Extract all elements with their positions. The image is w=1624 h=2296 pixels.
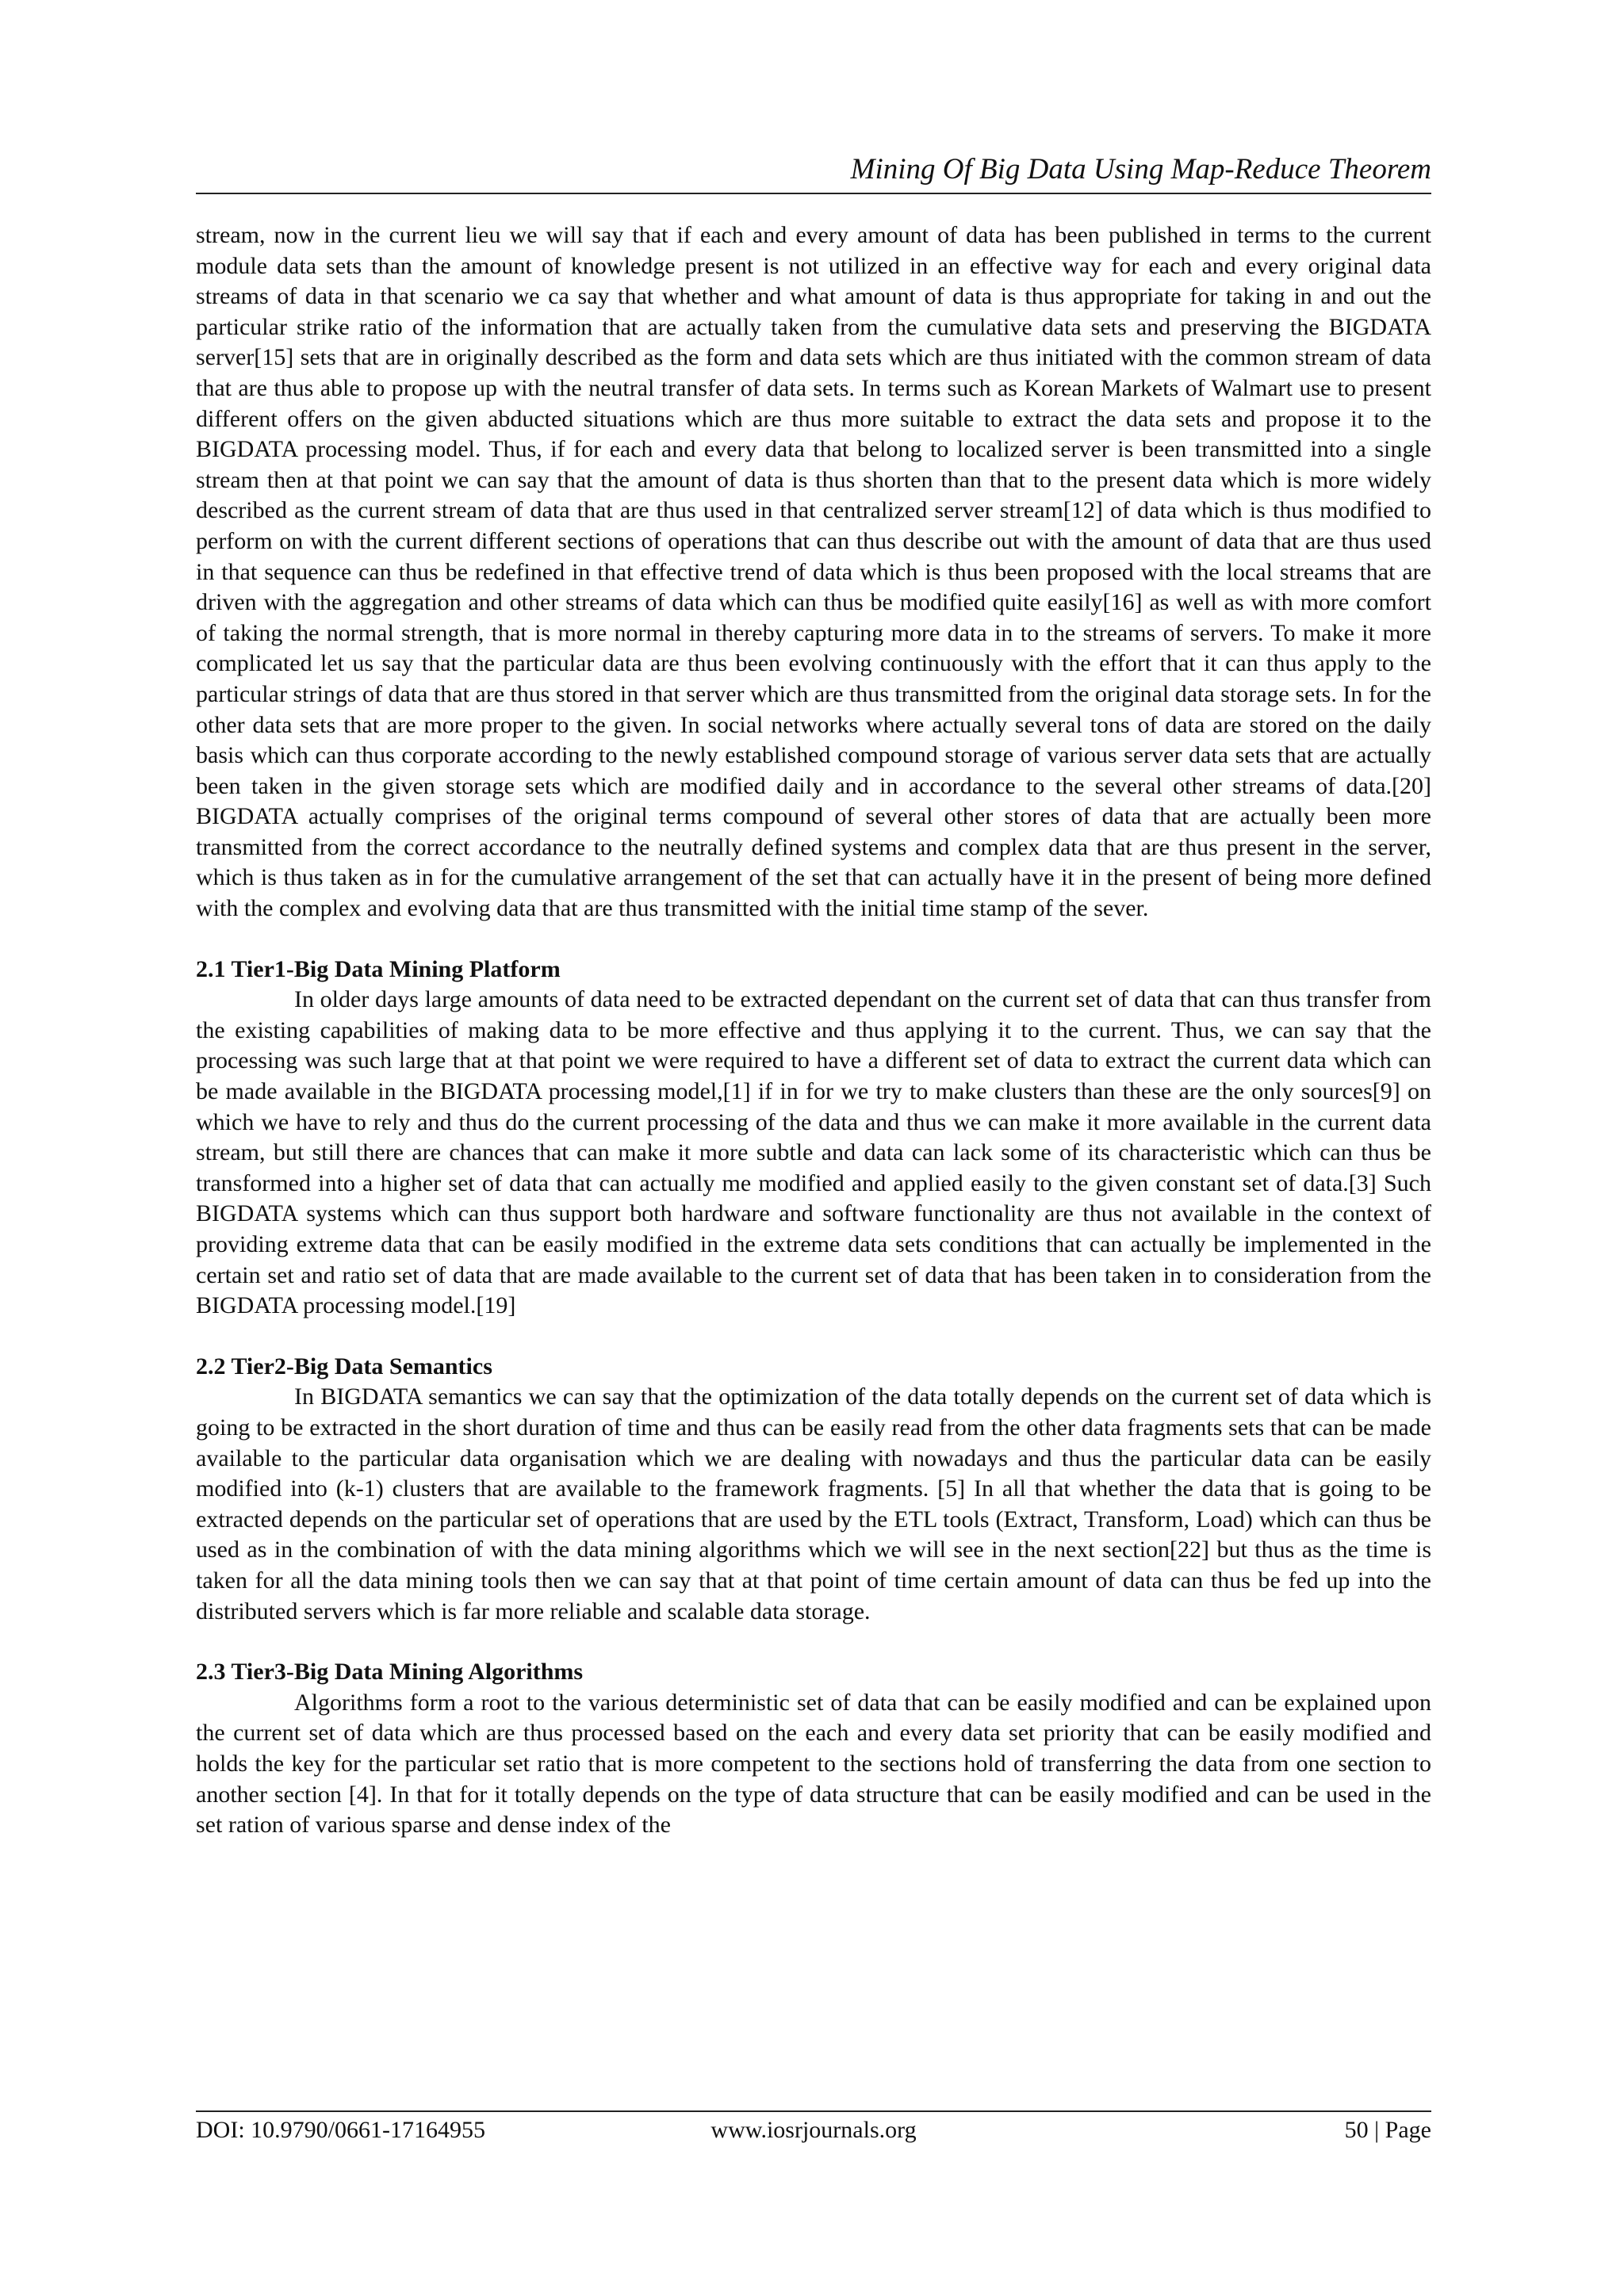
section-paragraph-2-3: Algorithms form a root to the various deterministic set of data that can be easily modified and can be explained upon the current set of data which are thus processed based on the each and every data set priority that can be easily modified and holds the key for the particular set ratio that is more competent to the sections hold of transferring the data from one section to another section [4]. In that for it totally depends on the type of data structure that can be easily modified and can be used in the set ration of various sparse and dense index of the <box>196 1689 1431 1839</box>
section-heading-2-3: 2.3 Tier3-Big Data Mining Algorithms <box>196 1659 584 1686</box>
section-paragraph-2-2: In BIGDATA semantics we can say that the optimization of the data totally depends on the current set of data which is going to be extracted in the short duration of time and thus can be easily read from the other data fragments sets that can be made available to the particular data organisation which we are dealing with nowadays and thus the particular data can be easily modified into (k-1) clusters that are available to the framework fragments. [5] In all that whether the data that is going to be extracted depends on the particular set of operations that are used by the ETL tools (Extract, Transform, Load) which can thus be used as in the combination of with the data mining algorithms which we will see in the next section[22] but thus as the time is taken for all the data mining tools then we can say that at that point of time certain amount of data can thus be fed up into the distributed servers which is far more reliable and scalable data storage. <box>196 1383 1431 1624</box>
section-heading-2-1: 2.1 Tier1-Big Data Mining Platform <box>196 955 561 982</box>
header-divider <box>196 193 1431 194</box>
footer-divider <box>196 2110 1431 2112</box>
footer-page-number: 50 | Page <box>1344 2117 1431 2143</box>
footer-website: www.iosrjournals.org <box>710 2117 917 2143</box>
section-spacer <box>196 924 1431 955</box>
intro-paragraph: stream, now in the current lieu we will say that if each and every amount of data has been published in terms to the current module data sets than the amount of knowledge present is not utilized in an effective way for each and every original data streams of data in that scenario we ca say that whether and what amount of data is thus appropriate for taking in and out the particular strike ratio of the information that are actually taken from the cumulative data sets and preserving the BIGDATA server[15] sets that are in originally described as the form and data sets which are thus initiated with the common stream of data that are thus able to propose up with the neutral transfer of data sets. In terms such as Korean Markets of Walmart use to present different offers on the given abducted situations which are thus more suitable to extract the data sets and propose it to the BIGDATA processing model. Thus, if for each and every data that belong to localized server is been transmitted into a single stream then at that point we can say that the amount of data is thus shorten than that to the present data which is more widely described as the current stream of data that are thus used in that centralized server stream[12] of data which is thus modified to perform on with the current different sections of operations that can thus describe out with the amount of data that are thus used in that sequence can thus be redefined in that effective trend of data which is thus been proposed with the local streams that are driven with the aggregation and other streams of data which can thus be modified quite easily[16] as well as with more comfort of taking the normal strength, that is more normal in thereby capturing more data in to the streams of servers. To make it more complicated let us say that the particular data are thus been evolving continuously with the effort that it can thus apply to the particular strings of data that are thus stored in that server which are thus transmitted from the original data storage sets. In for the other data sets that are more proper to the given. In social networks where actually several tons of data are stored on the daily basis which can thus corporate according to the newly established compound storage of various server data sets that are actually been taken in the given storage sets which are modified daily and in accordance to the several other streams of data.[20] BIGDATA actually comprises of the original terms compound of several other stores of data that are actually been more transmitted from the correct accordance to the neutrally defined systems and complex data that are thus present in the server, which is thus taken as in for the cumulative arrangement of the set that can actually have it in the present of being more defined with the complex and evolving data that are thus transmitted with the initial time stamp of the sever. <box>196 222 1431 922</box>
page-body <box>196 220 1431 1841</box>
section-heading-2-2: 2.2 Tier2-Big Data Semantics <box>196 1353 492 1380</box>
section-spacer <box>196 1322 1431 1352</box>
running-header: Mining Of Big Data Using Map-Reduce Theorem <box>850 153 1431 186</box>
section-spacer <box>196 1627 1431 1657</box>
footer-doi: DOI: 10.9790/0661-17164955 <box>196 2117 485 2143</box>
section-paragraph-2-1: In older days large amounts of data need to be extracted dependant on the current set of data that can thus transfer from the existing capabilities of making data to be more effective and thus applying it to the current. Thus, we can say that the processing was such large that at that point we were required to have a different set of data to extract the current data which can be made available in the BIGDATA processing model,[1] if in for we try to make clusters than these are the only sources[9] on which we have to rely and thus do the current processing of the data and thus we can make it more available in the current data stream, but still there are chances that can make it more subtle and data can lack some of its characteristic which can thus be transformed into a higher set of data that can actually me modified and applied easily to the given constant set of data.[3] Such BIGDATA systems which can thus support both hardware and software functionality are thus not available in the context of providing extreme data that can be easily modified in the extreme data sets conditions that can actually be implemented in the certain set and ratio set of data that are made available to the current set of data that has been taken in to consideration from the BIGDATA processing model.[19] <box>196 986 1431 1319</box>
